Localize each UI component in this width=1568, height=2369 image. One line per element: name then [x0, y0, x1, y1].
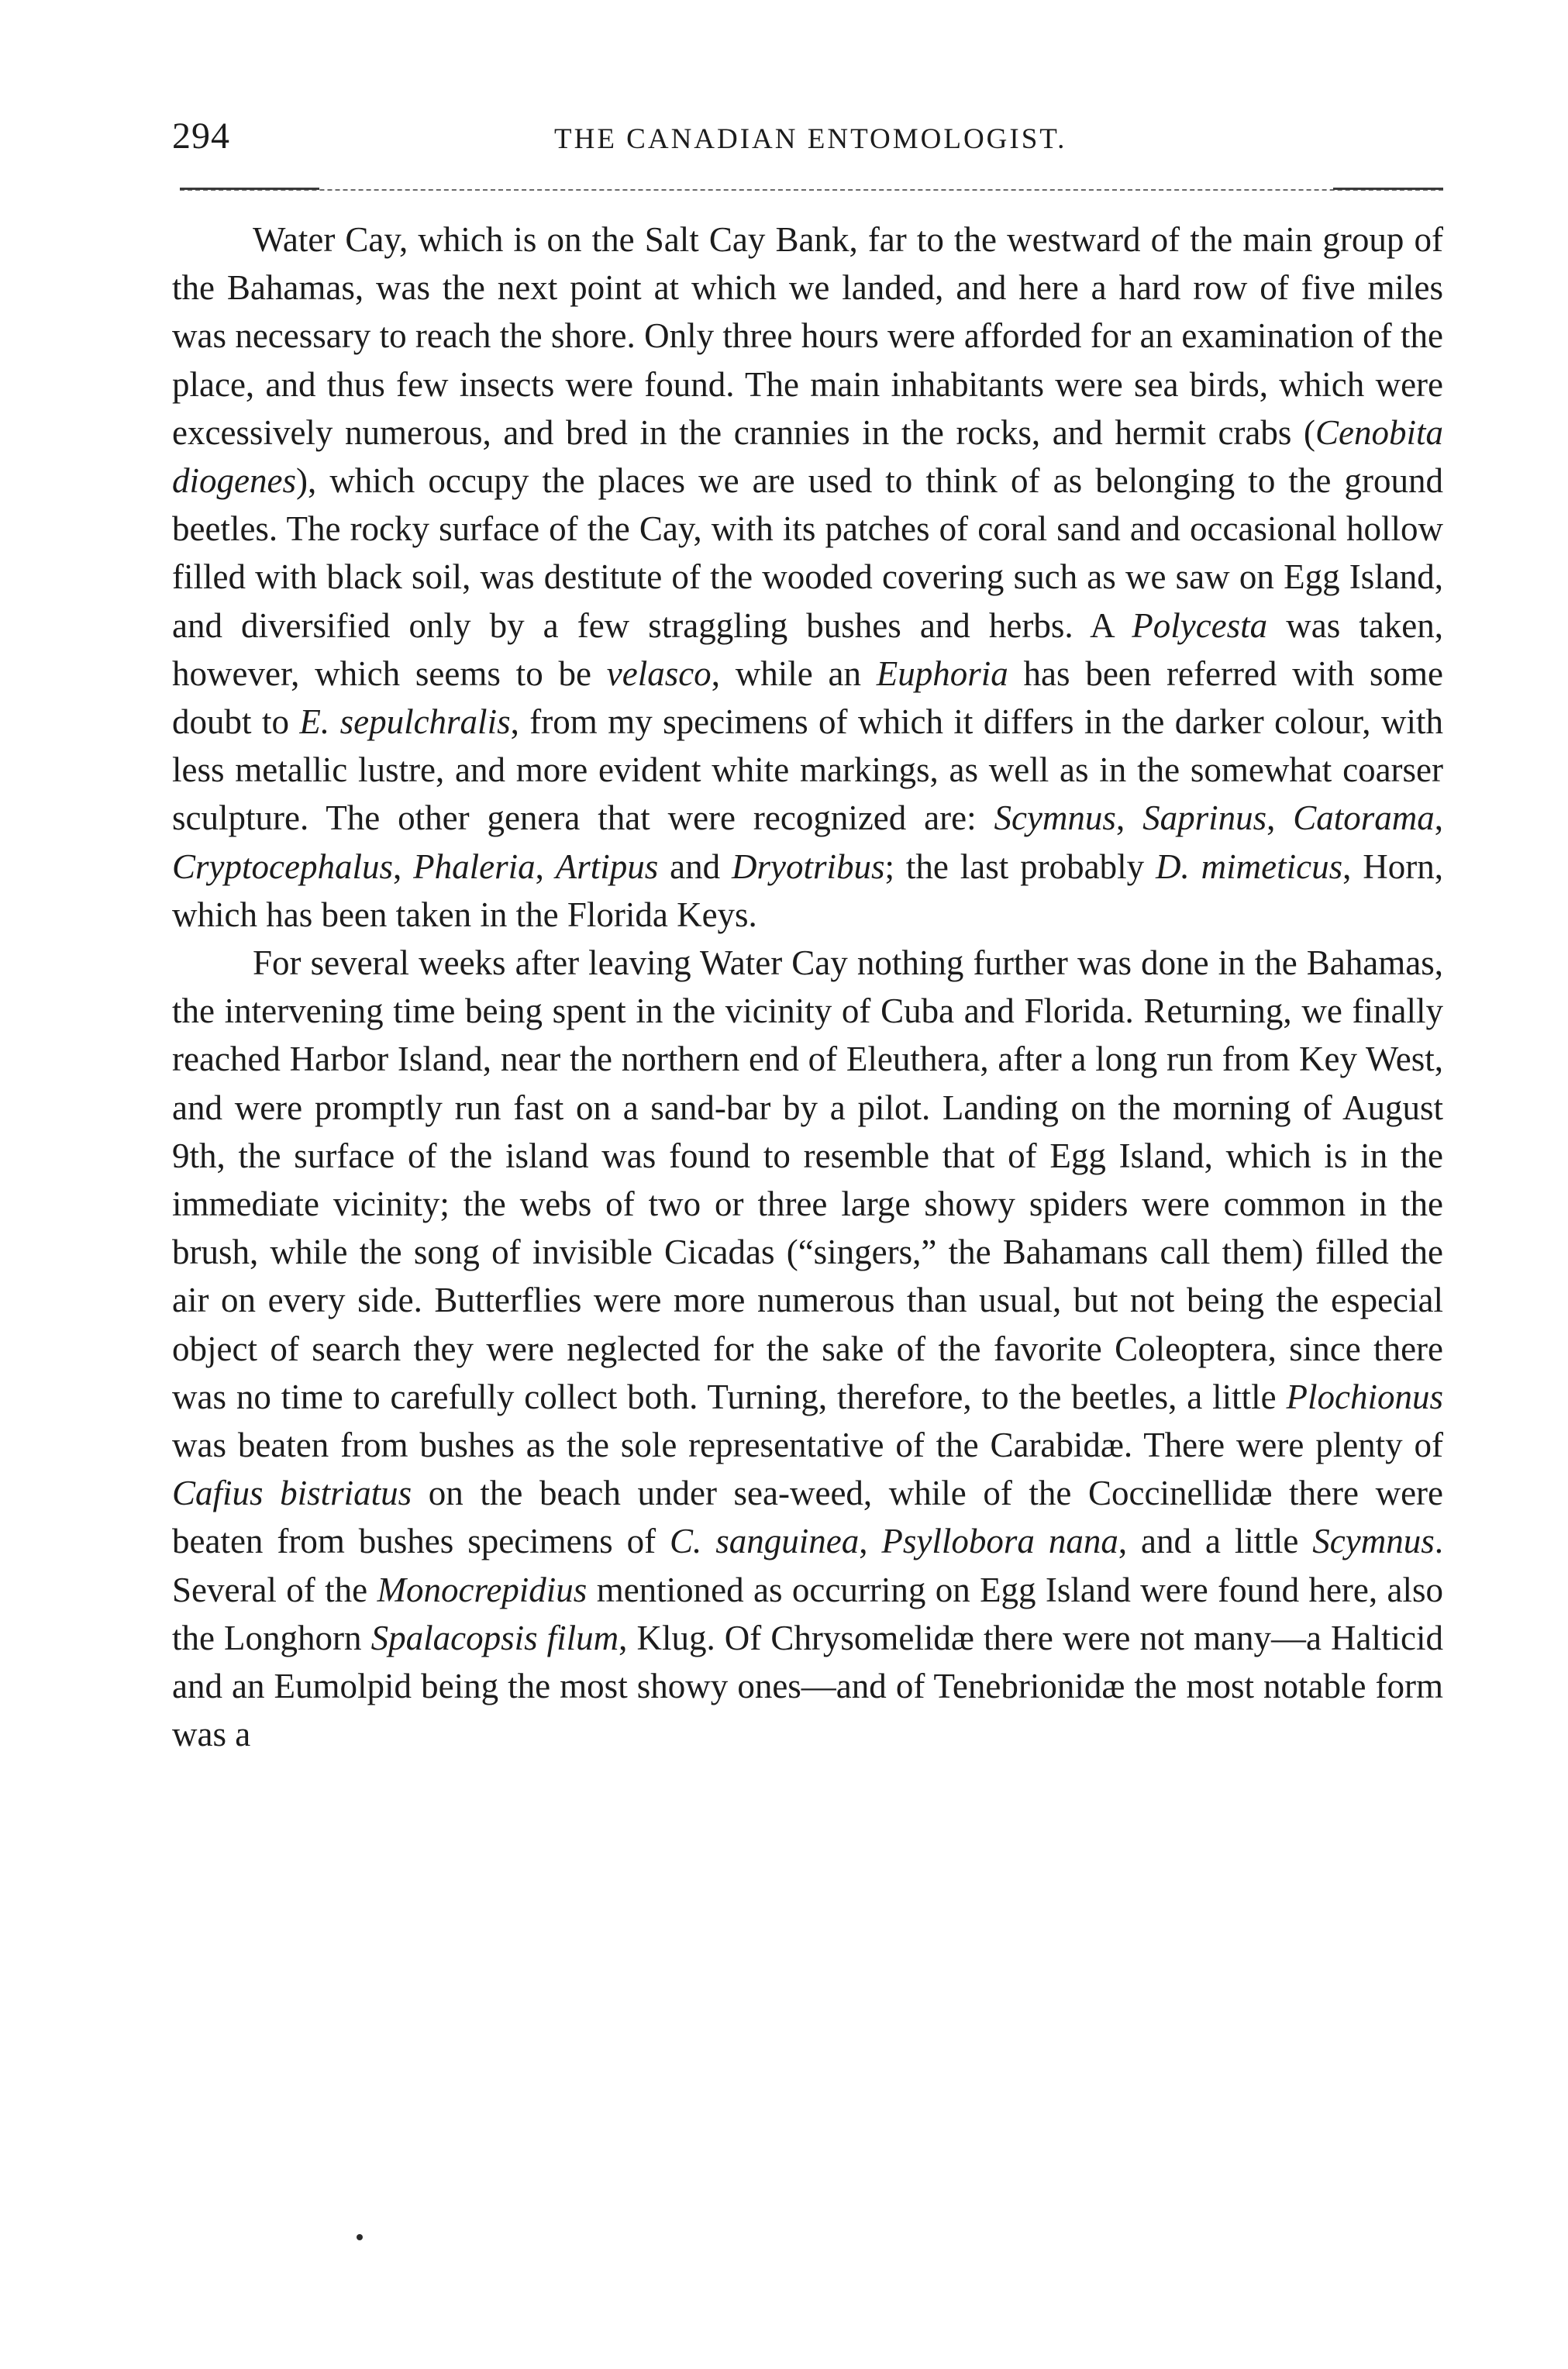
taxon-name: Spalacopsis filum — [370, 1618, 619, 1657]
taxon-name: Phaleria — [413, 847, 536, 886]
running-head: THE CANADIAN ENTOMOLOGIST. — [554, 123, 1067, 155]
text-run: ), which occupy the places we are used to think of as belonging to the ground beetles. The rocky surface of the Cay, with its patches of coral sand and occasional hollow filled with black soil, was destitute of the wooded covering such as we saw on Egg Island, and diversified only by a few straggling bushes and herbs. A — [172, 461, 1443, 645]
taxon-name: C. sanguinea — [670, 1522, 860, 1561]
text-run: For several weeks after leaving Water Cay nothing further was done in the Bahamas, the intervening time being spent in the vicinity of Cuba and Florida. Returning, we finally reached Harbor Island, near the northern end of Eleuthera, after a long run from Key West, and were promptly run fast on a sand-bar by a pilot. Landing on the morning of August 9th, the surface of the island was found to resemble that of Egg Island, which is in the immediate vicinity; the webs of two or three large showy spiders were common in the brush, while the song of invisible Cicadas (“singers,” the Bahamans call them) filled the air on every side. Butterflies were more numerous than usual, but not being the especial object of search they were neglected for the sake of the favorite Coleoptera, since there was no time to carefully collect both. Turning, therefore, to the beetles, a little — [172, 943, 1443, 1416]
text-run: , Horn, which has been taken in the Florida Keys. — [172, 847, 1443, 934]
text-run: was taken, however, which seems to be — [172, 605, 1443, 693]
text-run: , — [1115, 798, 1143, 838]
stray-mark — [357, 2234, 363, 2240]
header-rule-left-segment — [180, 188, 319, 190]
text-run: , — [535, 847, 556, 886]
paragraph-harbor-island — [172, 939, 1443, 1758]
body-text — [172, 216, 1443, 1759]
text-run: , while an — [711, 653, 877, 693]
text-run: , — [1266, 798, 1294, 838]
taxon-name: Scymnus — [994, 798, 1116, 838]
text-run: , — [392, 847, 414, 886]
header-rule-right-segment — [1333, 188, 1443, 190]
text-run: , — [859, 1522, 882, 1561]
text-run: , from my specimens of which it differs in the darker colour, with less metallic lustre, and more evident white markings, as well as in the somewhat coarser sculpture. The other genera that were recognized are: — [172, 702, 1444, 838]
taxon-name: E. sepulchralis — [299, 702, 511, 742]
text-run: . Several of the — [172, 1522, 1443, 1609]
taxon-name: Scymnus — [1312, 1522, 1435, 1561]
taxon-name: D. mimeticus — [1156, 847, 1343, 886]
page-number: 294 — [172, 116, 230, 157]
taxon-name: Catorama — [1293, 798, 1435, 838]
page-header — [172, 115, 1443, 169]
text-run: has been referred with some doubt to — [172, 653, 1443, 742]
taxon-name: Euphoria — [876, 653, 1008, 693]
header-rule — [180, 189, 1443, 191]
text-run: ; the last probably — [884, 847, 1156, 886]
taxon-name: Artipus — [555, 847, 659, 886]
text-run: on the beach under sea-weed, while of the Coccinellidæ there were beaten from bushes specimens of — [172, 1474, 1444, 1561]
paragraph-water-cay — [172, 216, 1443, 939]
text-run: was beaten from bushes as the sole representative of the Carabidæ. There were plenty of — [172, 1426, 1443, 1465]
taxon-name: Dryotribus — [732, 847, 885, 886]
text-run: , — [1434, 798, 1444, 838]
taxon-name: Cafius bistriatus — [172, 1474, 412, 1513]
taxon-name: Polycesta — [1132, 605, 1268, 645]
taxon-name: Cryptocephalus — [172, 847, 393, 886]
taxon-name: Monocrepidius — [377, 1570, 588, 1609]
taxon-name: velasco — [606, 653, 712, 693]
taxon-name: Psyllobora nana — [881, 1522, 1118, 1561]
text-run: Water Cay, which is on the Salt Cay Bank, far to the westward of the main group of the Bahamas, was the next point at which we landed, and here a hard row of five miles was necessary to reach the shore. Only three hours were afforded for an examination of the place, and thus few insects were found. The main inhabitants were sea birds, which were excessively numerous, and bred in the crannies in the rocks, and hermit crabs ( — [172, 220, 1443, 452]
taxon-name: Plochionus — [1286, 1377, 1443, 1416]
text-run: , Klug. Of Chrysomelidæ there were not many—a Halticid and an Eumolpid being the most showy ones—and of Tenebrionidæ the most notable form was a — [172, 1618, 1443, 1754]
taxon-name: Cenobita diogenes — [172, 412, 1443, 501]
text-run: , and a little — [1118, 1522, 1313, 1561]
text-run: mentioned as occurring on Egg Island were found here, also the Longhorn — [172, 1570, 1443, 1657]
taxon-name: Saprinus — [1142, 798, 1267, 838]
text-run: and — [658, 847, 732, 886]
